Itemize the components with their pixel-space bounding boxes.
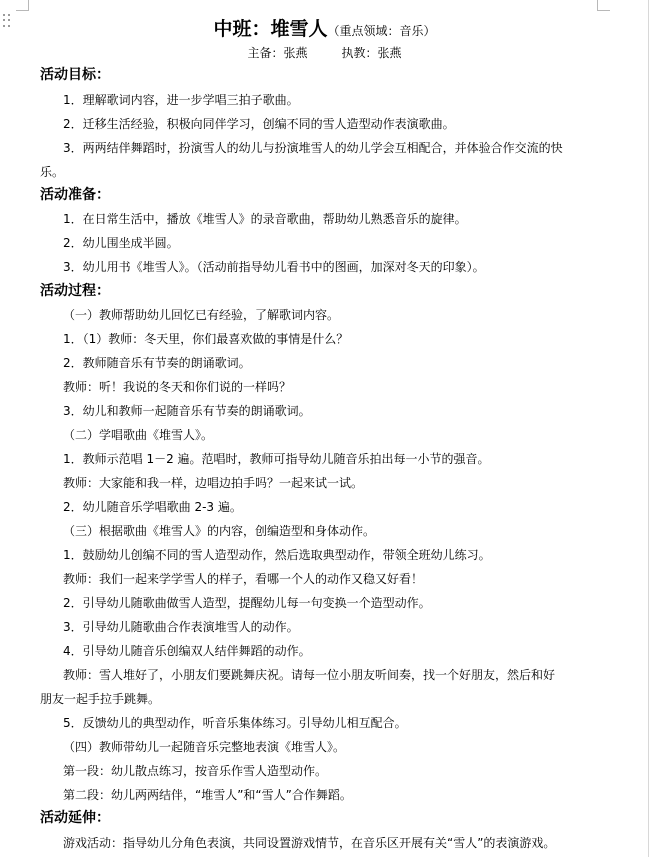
process-item: （三）根据歌曲《堆雪人》的内容，创编造型和身体动作。 [63,524,376,538]
title-main: 中班：堆雪人 [213,18,328,40]
margin-corner-mark [597,0,610,11]
document-title [0,14,649,41]
process-item: （一）教师帮助幼儿回忆已有经验，了解歌词内容。 [63,308,340,322]
prep-item: 3．幼儿用书《堆雪人》。（活动前指导幼儿看书中的图画，加深对冬天的印象）。 [63,260,485,274]
process-item: 2．教师随音乐有节奏的朗诵歌词。 [63,356,251,370]
goal-item: 1．理解歌词内容，进一步学唱三拍子歌曲。 [63,93,299,107]
author-teacher: 执教：张燕 [341,46,402,60]
goal-item-continued: 乐。 [40,165,65,179]
process-item: 2．引导幼儿随歌曲做雪人造型，提醒幼儿每一句变换一个造型动作。 [63,596,431,610]
process-item: 教师：听！我说的冬天和你们说的一样吗？ [63,380,292,394]
goal-item: 3．两两结伴舞蹈时，扮演雪人的幼儿与扮演堆雪人的幼儿学会互相配合，并体验合作交流的快 [63,141,563,155]
process-item: 3．幼儿和教师一起随音乐有节奏的朗诵歌词。 [63,404,311,418]
section-heading-process: 活动过程： [40,283,110,299]
prep-item: 1．在日常生活中，播放《堆雪人》的录音歌曲，帮助幼儿熟悉音乐的旋律。 [63,212,467,226]
process-item: 5．反馈幼儿的典型动作，听音乐集体练习。引导幼儿相互配合。 [63,716,407,730]
process-item: 教师：雪人堆好了，小朋友们要跳舞庆祝。请每一位小朋友听间奏，找一个好朋友，然后和好 [63,668,556,682]
process-item: （四）教师带幼儿一起随音乐完整地表演《堆雪人》。 [63,740,346,754]
process-item: 1．（1）教师：冬天里，你们最喜欢做的事情是什么？ [63,332,349,346]
process-item: 3．引导幼儿随歌曲合作表演堆雪人的动作。 [63,620,299,634]
process-item: 1．教师示范唱 1－2 遍。范唱时，教师可指导幼儿随音乐拍出每一小节的强音。 [63,452,490,466]
process-item: 教师：我们一起来学学雪人的样子，看哪一个人的动作又稳又好看！ [63,572,424,586]
goal-item: 2．迁移生活经验，积极向同伴学习，创编不同的雪人造型动作表演歌曲。 [63,117,455,131]
process-item: 第二段：幼儿两两结伴，“堆雪人”和“雪人”合作舞蹈。 [63,788,352,802]
process-item: 4．引导幼儿随音乐创编双人结伴舞蹈的动作。 [63,644,311,658]
author-host: 主备：张燕 [247,46,308,60]
process-item: 1．鼓励幼儿创编不同的雪人造型动作，然后选取典型动作，带领全班幼儿练习。 [63,548,491,562]
process-item: （二）学唱歌曲《堆雪人》。 [63,428,214,442]
margin-corner-mark [16,0,29,11]
authors-line [0,44,649,61]
section-heading-goals: 活动目标： [40,67,110,83]
prep-item: 2．幼儿围坐成半圆。 [63,236,179,250]
extension-item: 游戏活动：指导幼儿分角色表演，共同设置游戏情节，在音乐区开展有关“雪人”的表演游戏。 [63,836,556,850]
section-heading-prep: 活动准备： [40,187,110,203]
title-subtitle: （重点领域：音乐） [327,24,436,38]
process-item: 第一段：幼儿散点练习，按音乐作雪人造型动作。 [63,764,328,778]
process-item-continued: 朋友一起手拉手跳舞。 [40,692,161,706]
process-item: 2．幼儿随音乐学唱歌曲 2-3 遍。 [63,500,242,514]
section-heading-extension: 活动延伸： [40,810,110,826]
process-item: 教师：大家能和我一样，边唱边拍手吗？一起来试一试。 [63,476,364,490]
